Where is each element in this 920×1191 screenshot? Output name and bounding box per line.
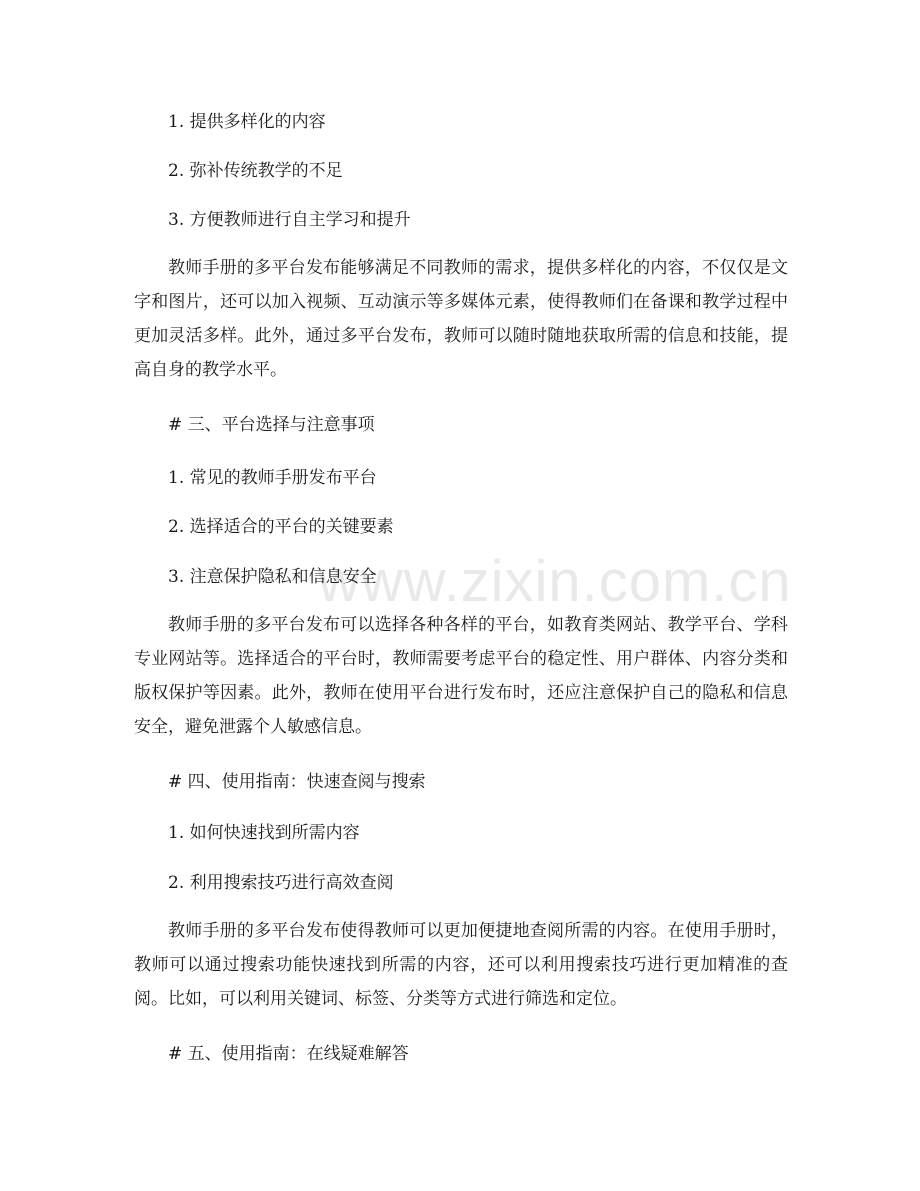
body-paragraph: 教师手册的多平台发布使得教师可以更加便捷地查阅所需的内容。在使用手册时，教师可以通过搜索功能快速找到所需的内容，还可以利用搜索技巧进行更加精准的查阅。比如，可以利用关键词、标签、分类等方式进行筛选和定位。: [134, 921, 788, 1009]
section-heading: # 四、使用指南：快速查阅与搜索: [168, 772, 426, 792]
section-heading: # 五、使用指南：在线疑难解答: [168, 1044, 409, 1064]
list-item: 3. 方便教师进行自主学习和提升: [168, 210, 411, 230]
list-item: 1. 提供多样化的内容: [168, 112, 326, 132]
list-item: 1. 如何快速找到所需内容: [168, 823, 360, 843]
list-item: 2. 利用搜索技巧进行高效查阅: [168, 873, 394, 893]
list-item: 1. 常见的教师手册发布平台: [168, 468, 377, 488]
list-item: 3. 注意保护隐私和信息安全: [168, 567, 377, 587]
body-paragraph: 教师手册的多平台发布能够满足不同教师的需求，提供多样化的内容，不仅仅是文字和图片，还可以加入视频、互动演示等多媒体元素，使得教师们在备课和教学过程中更加灵活多样。此外，通过多平台发布，教师可以随时随地获取所需的信息和技能，提高自身的教学水平。: [134, 258, 788, 380]
list-item: 2. 弥补传统教学的不足: [168, 161, 343, 181]
watermark: www.zixin.com.cn: [318, 549, 792, 614]
list-item: 2. 选择适合的平台的关键要素: [168, 517, 394, 537]
section-heading: # 三、平台选择与注意事项: [168, 415, 375, 435]
body-paragraph: 教师手册的多平台发布可以选择各种各样的平台，如教育类网站、教学平台、学科专业网站等。选择适合的平台时，教师需要考虑平台的稳定性、用户群体、内容分类和版权保护等因素。此外，教师在使用平台进行发布时，还应注意保护自己的隐私和信息安全，避免泄露个人敏感信息。: [134, 615, 788, 737]
